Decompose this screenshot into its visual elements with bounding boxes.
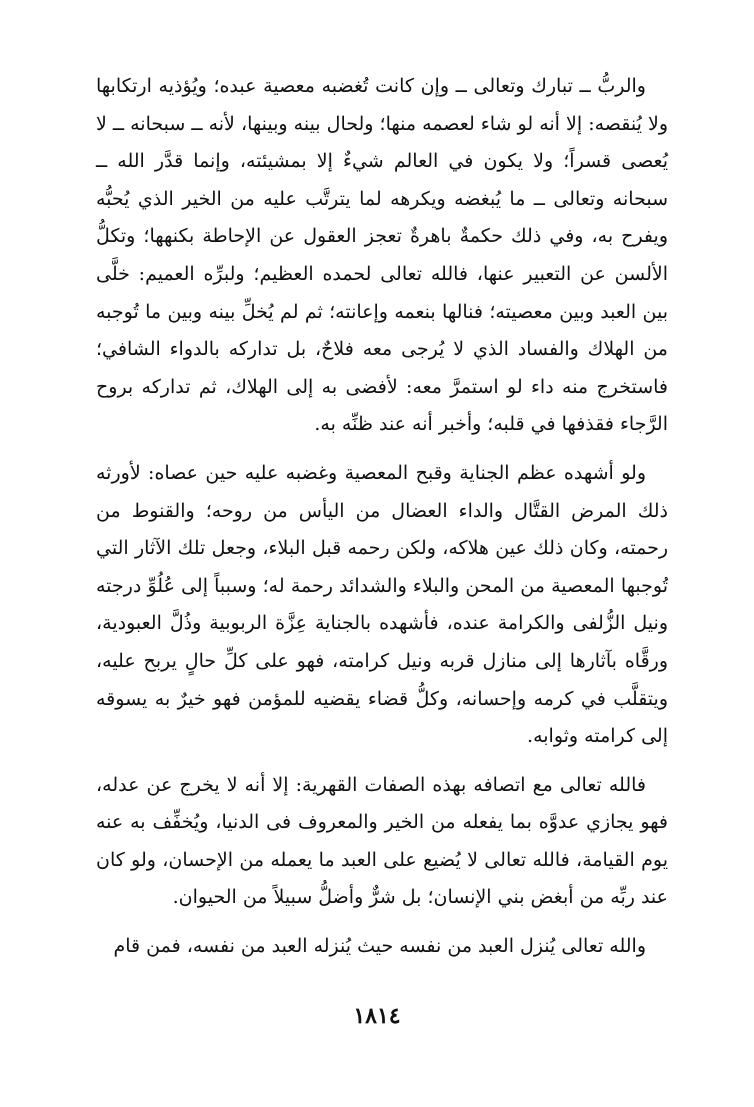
paragraph-1: والربُّ ــ تبارك وتعالى ــ وإن كانت تُغضبه معصية عبده؛ ويُؤذيه ارتكابها ولا يُنقصه: إلا أنه لو شاء لعصمه منها؛ ولحال بينه وبينها، لأنه ــ سبحانه ــ لا يُعصى قسراً؛ ولا يكون في العالم شيءٌ إلا بمشيئته، وإنما قدَّر الله ــ سبحانه وتعالى ــ ما يُبغضه ويكرهه لما يترتَّب عليه من الخير الذي يُحبُّه ويفرح به، وفي ذلك حكمةٌ باهرةٌ تعجز العقول عن الإحاطة بكنهها؛ وتكلُّ الألسن عن التعبير عنها، فالله تعالى لحمده العظيم؛ ولبرِّه العميم: خلَّى بين العبد وبين معصيته؛ فنالها بنعمه وإعانته؛ ثم لم يُخلِّ بينه وبين ما تُوجبه من الهلاك والفساد الذي لا يُرجى معه فلاحٌ، بل تداركه بالدواء الشافي؛ فاستخرج منه داء لو استمرَّ معه: لأفضى به إلى الهلاك، ثم تداركه بروح الرَّجاء فقذفها في قلبه؛ وأخبر أنه عند ظنِّه به.: [96, 75, 668, 436]
paragraph-2: ولو أشهده عظم الجناية وقبح المعصية وغضبه عليه حين عصاه: لأورثه ذلك المرض القتَّال والداء العضال من اليأس من روحه؛ والقنوط من رحمته، وكان ذلك عين هلاكه، ولكن رحمه قبل البلاء، وجعل تلك الآثار التي تُوجبها المعصية من المحن والبلاء والشدائد رحمة له؛ وسبباً إلى عُلُوِّ درجته ونيل الزُّلفى والكرامة عنده، فأشهده بالجناية عِزَّة الربوبية وذُلَّ العبودية، ورقَّاه بآثارها إلى منازل قربه ونيل كرامته، فهو على كلِّ حالٍ يربح عليه، ويتقلَّب في كرمه وإحسانه، وكلُّ قضاء يقضيه للمؤمن فهو خيرٌ به يسوقه إلى كرامته وثوابه.: [96, 461, 668, 748]
paragraph-4: والله تعالى يُنزل العبد من نفسه حيث يُنزله العبد من نفسه، فمن قام: [113, 935, 646, 958]
body-text: [96, 68, 668, 977]
paragraph-3: فالله تعالى مع اتصافه بهذه الصفات القهرية: إلا أنه لا يخرج عن عدله، فهو يجازي عدوَّه بما يفعله من الخير والمعروف فى الدنيا، ويُخفِّف به عنه يوم القيامة، فالله تعالى لا يُضيع على العبد ما يعمله من الإحسان، ولو كان عند ربِّه من أبغض بني الإنسان؛ بل شرٌّ وأضلُّ سبيلاً من الحيوان.: [96, 773, 668, 909]
page-number: ١٨١٤: [353, 1003, 401, 1029]
